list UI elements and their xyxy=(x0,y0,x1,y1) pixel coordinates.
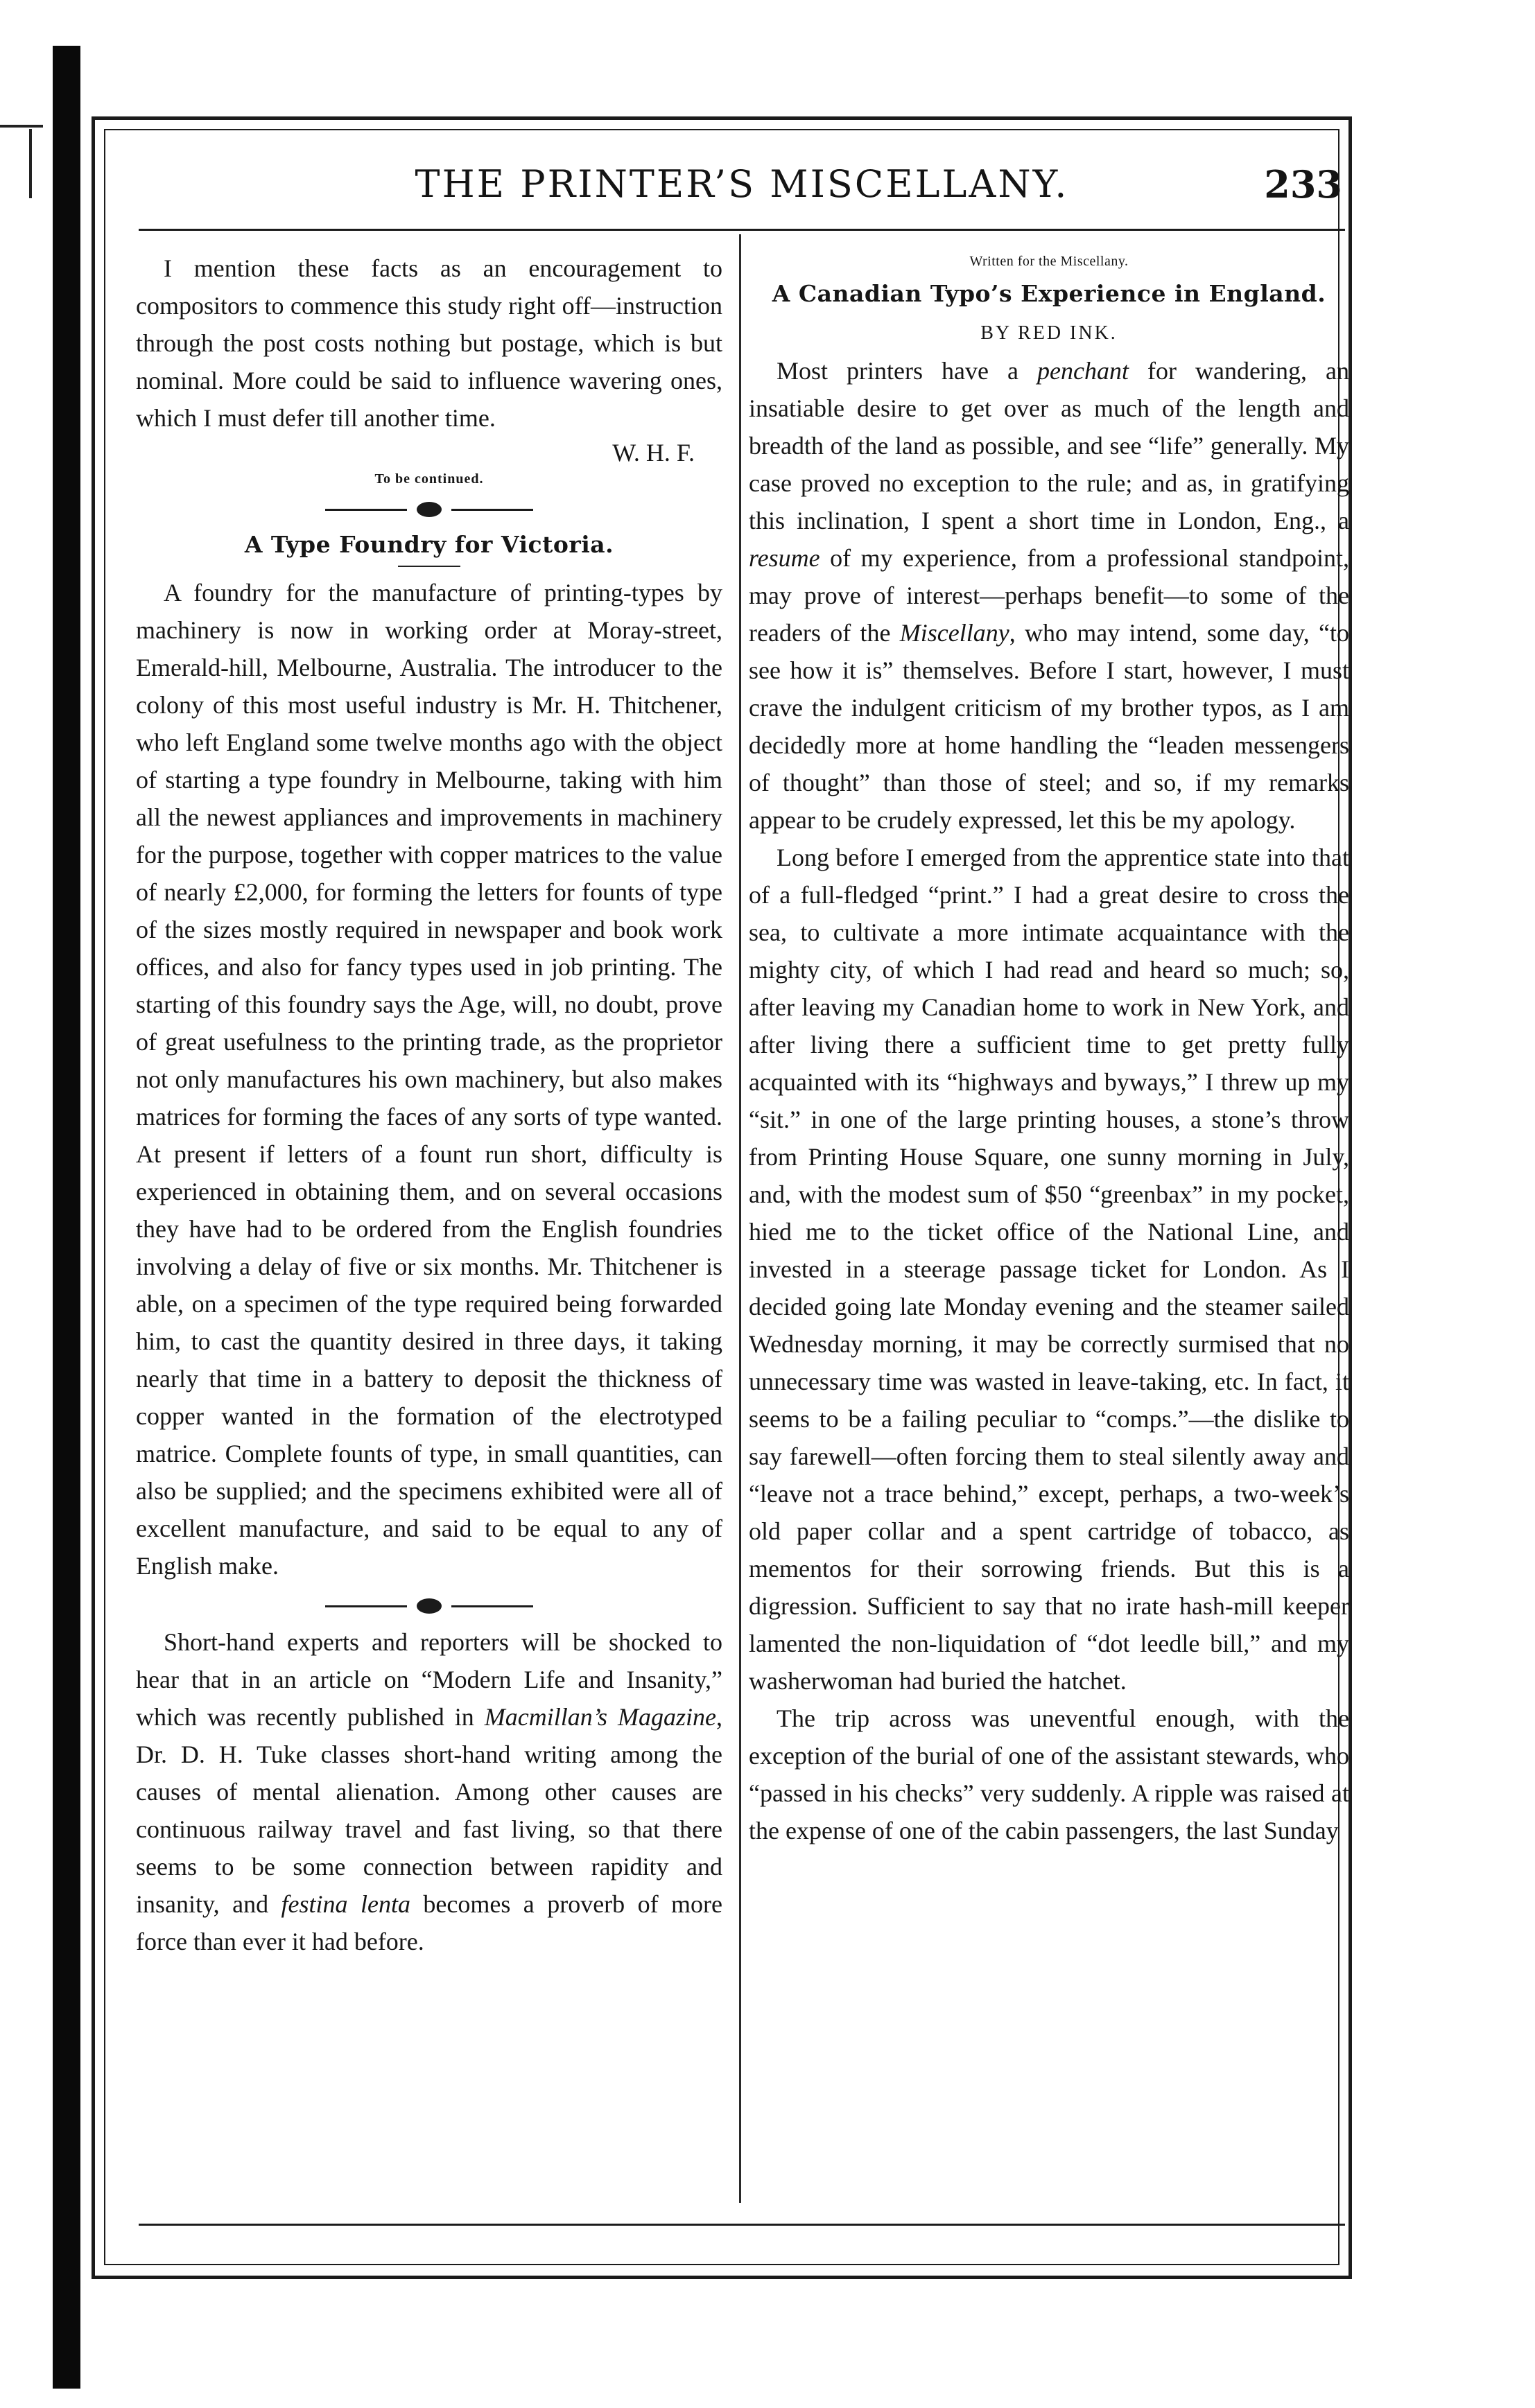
continued-paragraph: I mention these facts as an encouragement to compositors to commence this study right off—instruction through the post costs nothing but postage, which is but nominal. More could be said to influence wavering ones, which I must defer till another time. xyxy=(136,254,722,432)
article-title-type-foundry: A Type Foundry for Victoria. xyxy=(244,531,614,558)
article-paragraph-3: The trip across was uneventful enough, with the exception of the burial of one of the assistant stewards, who “passed in his checks” very suddenly. A ripple was raised at the expense of one of the cabin passengers, the last Sunday xyxy=(749,1704,1349,1844)
column-divider xyxy=(739,234,741,2203)
section-ornament xyxy=(325,1596,533,1616)
footer-rule xyxy=(139,2224,1345,2226)
scan-margin-mark xyxy=(0,125,43,128)
scan-margin-mark-vertical xyxy=(29,129,32,198)
article-paragraph-shorthand: Short-hand experts and reporters will be shocked to hear that in an article on “Modern Life and Insanity,” which was recently published in Macmillan’s Magazine, Dr. D. H. Tuke classes short-hand writing among the causes of mental alienation. Among other causes are continuous railway travel and fast living, so that there seems to be some connection between rapidity and insanity, and festina lenta becomes a proverb of more force than ever it had before. xyxy=(136,1628,723,1955)
page-number: 233 xyxy=(1264,162,1342,207)
right-column xyxy=(749,250,1349,1849)
title-rule xyxy=(398,566,460,567)
running-title: THE PRINTER’S MISCELLANY. xyxy=(415,162,1069,206)
article-paragraph-1: Most printers have a penchant for wandering, an insatiable desire to get over as much of the length and breadth of the land as possible, and see “life” generally. My case proved no exception to the rule; and as, in gratifying this inclination, I spent a short time in London, Eng., a resume of my experience, from a professional standpoint, may prove of interest—perhaps benefit—to some of the readers of the Miscellany, who may intend, some day, “to see how it is” themselves. Before I start, however, I must crave the indulgent criticism of my brother typos, as I am decidedly more at home handling the “leaden messengers of thought” than those of steel; and so, if my remarks appear to be crudely expressed, let this be my apology. xyxy=(749,357,1350,834)
article-byline: BY RED INK. xyxy=(980,322,1118,344)
article-paragraph-2: Long before I emerged from the apprentice state into that of a full-fledged “print.” I had a great desire to cross the sea, to cultivate a more intimate acquaintance with the mighty city, of which I had read and heard so much; so, after leaving my Canadian home to work in New York, and after living there a sufficient time to get pretty fully acquainted with its “highways and byways,” I threw up my “sit.” in one of the large printing houses, a stone’s throw from Printing House Square, one sunny morning in July, and, with the modest sum of $50 “greenbax” in my pocket, hied me to the ticket office of the National Line, and invested in a steerage passage ticket for London. As I decided going late Monday evening and the steamer sailed Wednesday morning, it may be correctly surmised that no unnecessary time was wasted in leave-taking, etc. In fact, it seems to be a failing peculiar to “comps.”—the dislike to say farewell—often forcing them to steal silently away and “leave not a trace behind,” except, perhaps, a two-week’s old paper collar and a spent cartridge of tobacco, as mementos for their sorrowing friends. But this is a digression. Sufficient to say that no irate hash-mill keeper lamented the non-liquidation of “dot leedle bill,” and my washerwoman had buried the hatchet. xyxy=(749,844,1349,1695)
running-header xyxy=(139,159,1345,222)
author-signature: W. H. F. xyxy=(612,439,695,466)
article-paragraph-type-foundry: A foundry for the manufacture of printing-types by machinery is now in working order at Moray-street, Emerald-hill, Melbourne, Australia. The introducer to the colony of this most useful industry is Mr. H. Thitchener, who left England some twelve months ago with the object of starting a type foundry in Melbourne, taking with him all the newest appliances and improvements in machinery for the purpose, together with copper matrices to the value of nearly £2,000, for forming the letters for founts of type of the sizes mostly required in newspaper and book work offices, and also for fancy types used in job printing. The starting of this foundry says the Age, will, no doubt, prove of great usefulness to the printing trade, as the proprietor not only manufactures his own machinery, but also makes matrices for forming the faces of any sorts of type wanted. At present if letters of a fount run short, difficulty is experienced in obtaining them, and on several occasions they have had to be ordered from the English foundries involving a delay of five or six months. Mr. Thitchener is able, on a specimen of the type required being forwarded him, to cast the quantity desired in three days, it taking nearly that time in a battery to deposit the thickness of copper wanted in the formation of the electrotyped matrice. Complete founts of type, in small quantities, can also be supplied; and the specimens exhibited were all of excellent manufacture, and said to be equal to any of English make. xyxy=(136,579,722,1580)
latin-phrase: festina lenta xyxy=(281,1890,410,1918)
left-column xyxy=(136,250,722,1960)
article-credit: Written for the Miscellany. xyxy=(969,254,1129,269)
header-rule xyxy=(139,229,1345,231)
article-title-canadian-typo: A Canadian Typo’s Experience in England. xyxy=(772,280,1326,307)
magazine-title: Macmillan’s Magazine xyxy=(484,1703,717,1731)
section-ornament xyxy=(325,499,533,520)
continued-note: To be continued. xyxy=(374,471,484,487)
scan-binding-edge xyxy=(53,46,80,2389)
